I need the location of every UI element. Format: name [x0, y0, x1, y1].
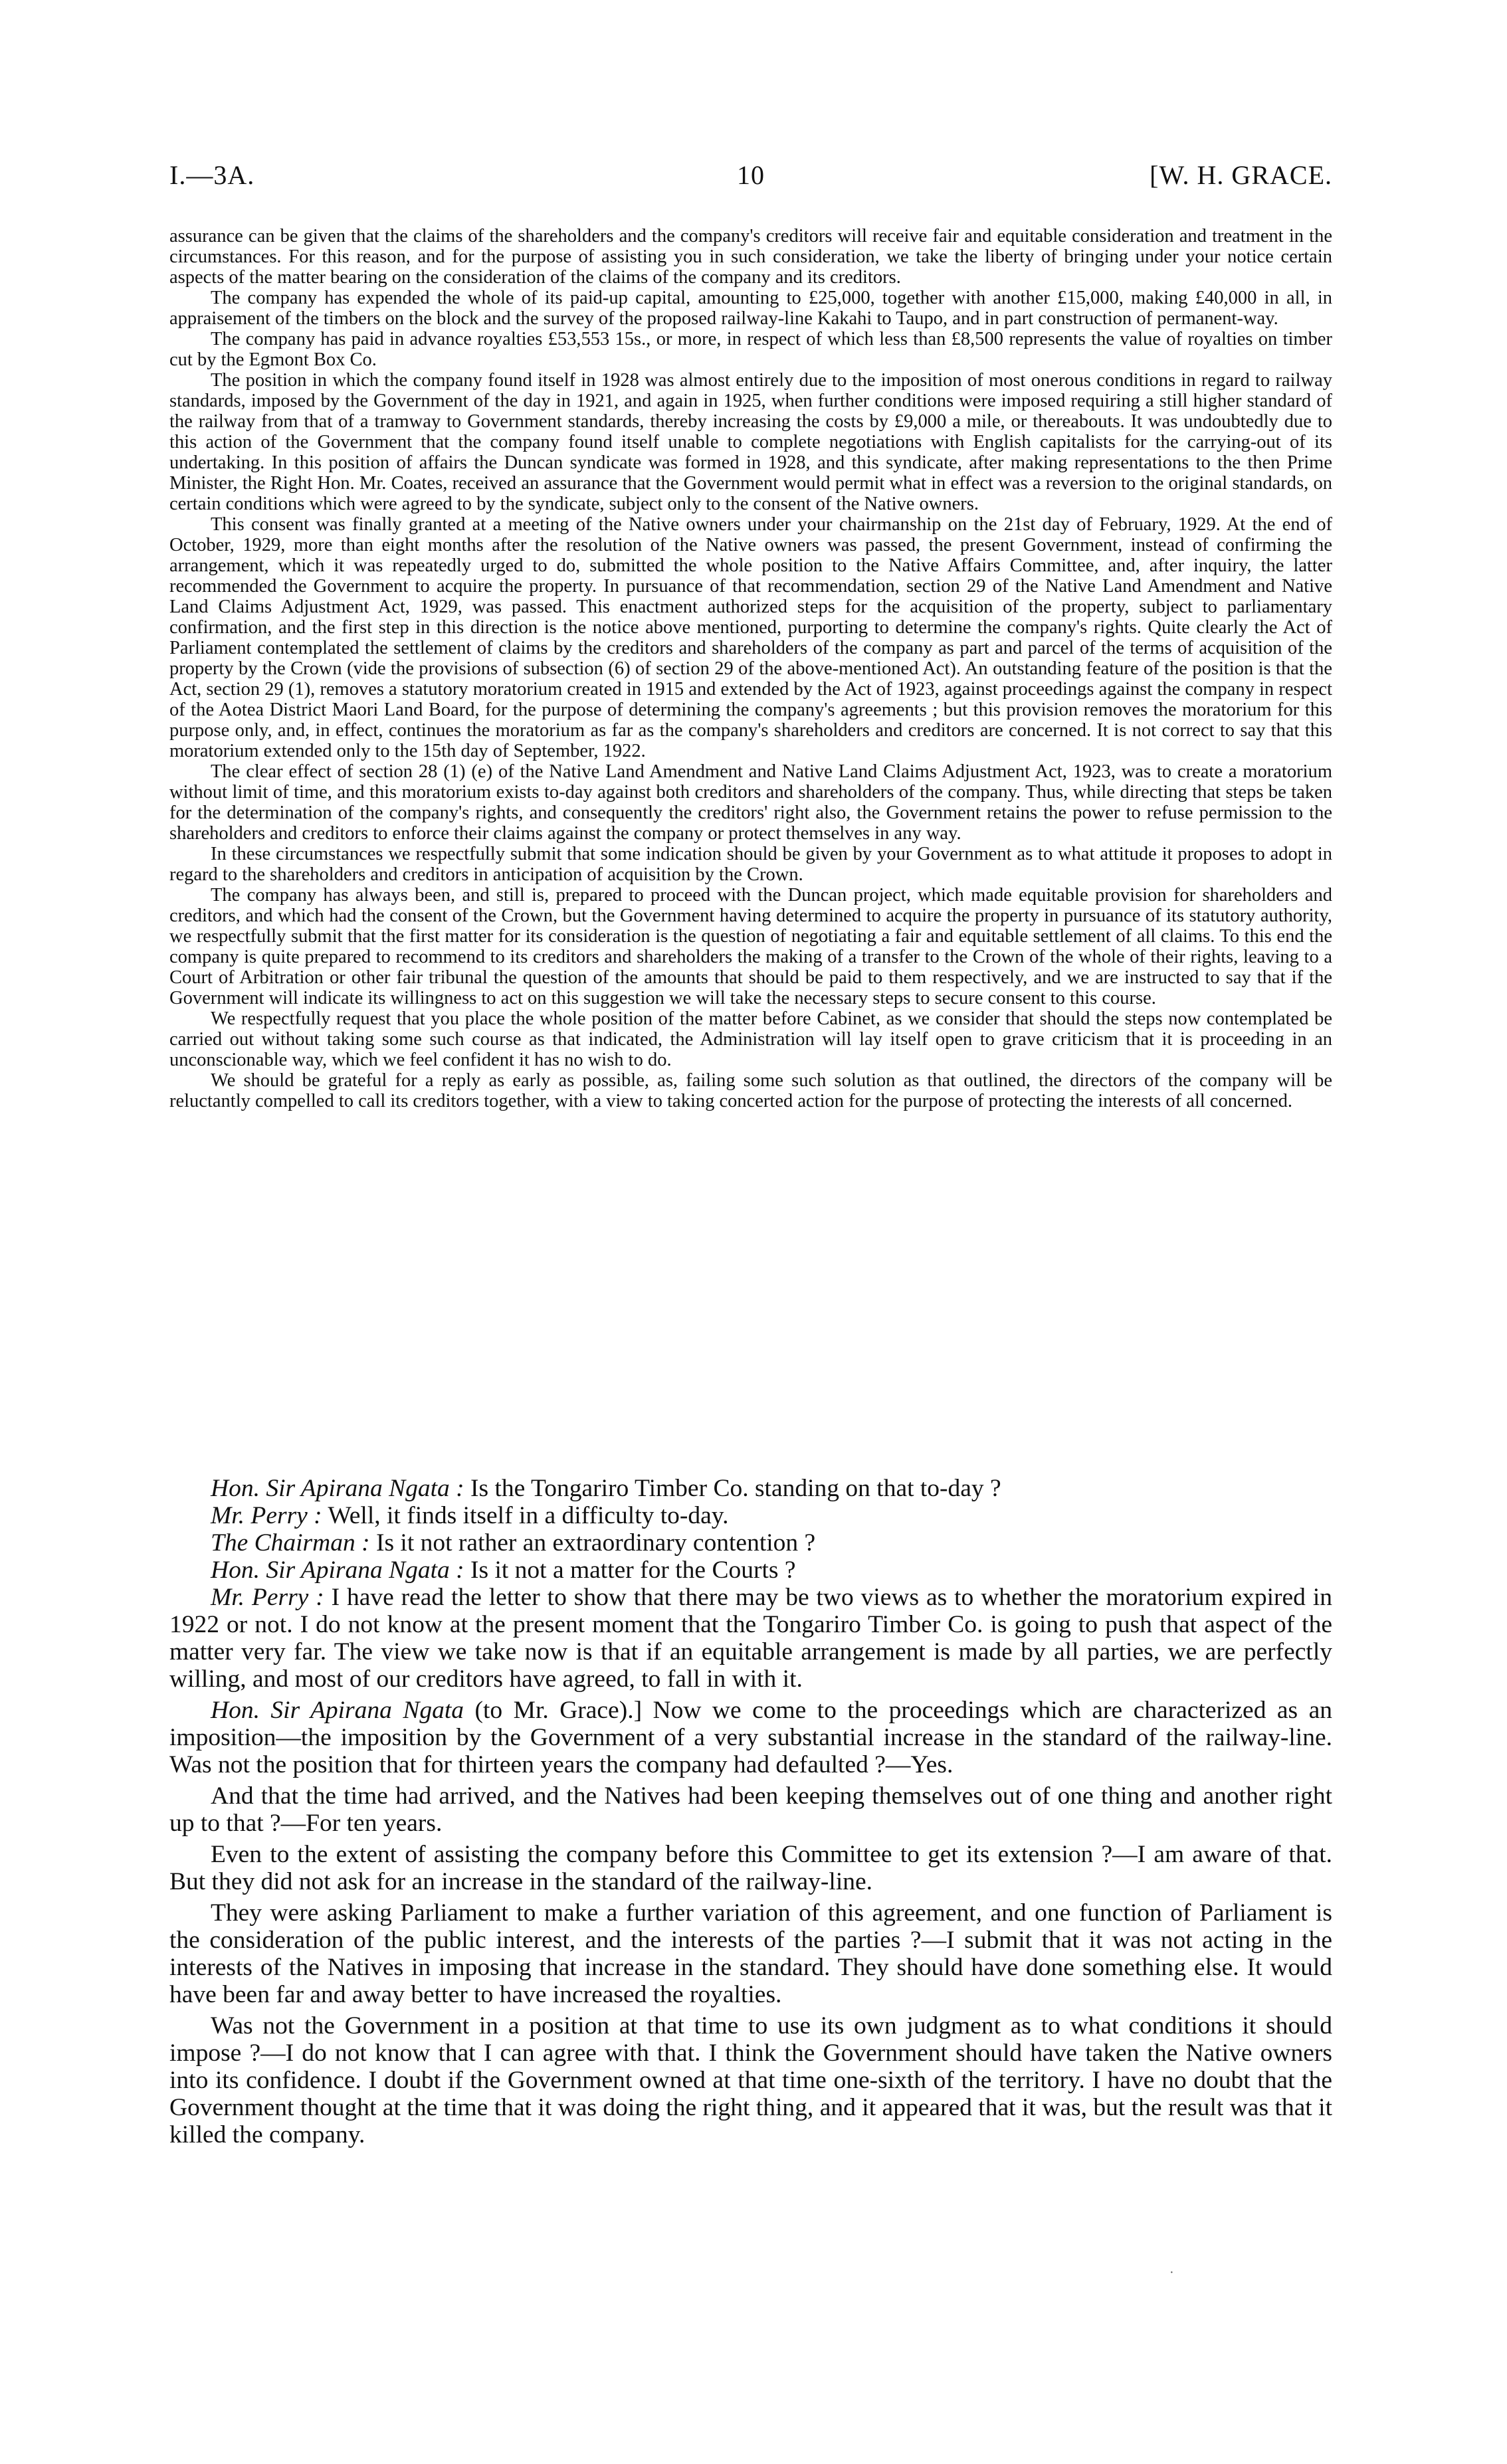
transcript-paragraph	[169, 1502, 1332, 1529]
speaker-label: The Chairman :	[211, 1529, 370, 1557]
transcript-paragraph	[169, 1841, 1332, 1895]
page-number: 10	[737, 160, 765, 190]
transcript-paragraph	[169, 1782, 1332, 1837]
transcript-paragraph	[169, 1475, 1332, 1502]
transcript-paragraph	[169, 2012, 1332, 2148]
letter-paragraph: The clear effect of section 28 (1) (e) of the Native Land Amendment and Native Land Claims Adjustment Act, 1923, was to create a moratorium without limit of time, and this moratorium exists to-day against both creditors and shareholders of the company. Thus, while directing that steps be taken for the determination of the company's rights, and consequently the creditors' right also, the Government retains the power to refuse permission to the shareholders and creditors to enforce their claims against the company or protect themselves in any way.	[169, 761, 1332, 844]
statement-text: Is the Tongariro Timber Co. standing on that to-day ?	[464, 1475, 1001, 1502]
transcript-paragraph	[169, 1697, 1332, 1778]
speaker-label: Mr. Perry :	[211, 1502, 322, 1529]
footer-mark: ·	[1169, 2265, 1174, 2280]
statement-text: I have read the letter to show that there may be two views as to whether the moratorium expired in 1922 or not. I do not know at the present moment that the Tongariro Timber Co. is going to push that aspect of the matter very far. The view we take now is that if an equitable arrangement is made by all parties, we are perfectly willing, and most of our creditors have agreed, to fall in with it.	[169, 1584, 1332, 1693]
transcript-paragraph	[169, 1529, 1332, 1557]
letter-paragraph: This consent was finally granted at a meeting of the Native owners under your chairmanship on the 21st day of February, 1929. At the end of October, 1929, more than eight months after the resolution of the Native owners was passed, the present Government, instead of confirming the arrangement, which it was repeatedly urged to do, submitted the whole position to the Native Affairs Committee, and, after inquiry, the latter recommended the Government to acquire the property. In pursuance of that recommendation, section 29 of the Native Land Amendment and Native Land Claims Adjustment Act, 1929, was passed. This enactment authorized steps for the acquisition of the property, subject to parliamentary confirmation, and the first step in this direction is the notice above mentioned, purporting to determine the company's rights. Quite clearly the Act of Parliament contemplated the settlement of claims by the creditors and shareholders of the company as part and parcel of the terms of acquisition of the property by the Crown (vide the provisions of subsection (6) of section 29 of the above-mentioned Act). An outstanding feature of the position is that the Act, section 29 (1), removes a statutory moratorium created in 1915 and extended by the Act of 1923, against proceedings against the company in respect of the Aotea District Maori Land Board, for the purpose of determining the company's agreements ; but this provision removes the moratorium for this purpose only, and, in effect, continues the moratorium as far as the company's shareholders and creditors are concerned. It is not correct to say that this moratorium extended only to the 15th day of September, 1922.	[169, 514, 1332, 761]
evidence-transcript	[169, 1475, 1332, 2152]
transcript-paragraph	[169, 1584, 1332, 1693]
letter-paragraph: We should be grateful for a reply as early as possible, as, failing some such solution as that outlined, the directors of the company will be reluctantly compelled to call its creditors together, with a view to taking concerted action for the purpose of protecting the interests of all concerned.	[169, 1070, 1332, 1111]
letter-paragraph: The company has paid in advance royalties £53,553 15s., or more, in respect of which less than £8,500 represents the value of royalties on timber cut by the Egmont Box Co.	[169, 329, 1332, 370]
letter-paragraph: The company has always been, and still is, prepared to proceed with the Duncan project, which made equitable provision for shareholders and creditors, and which had the consent of the Crown, but the Government having determined to acquire the property in pursuance of its statutory authority, we respectfully submit that the first matter for its consideration is the question of negotiating a fair and equitable settlement of all claims. To this end the company is quite prepared to recommend to its creditors and shareholders the making of a transfer to the Crown of the whole of their rights, leaving to a Court of Arbitration or other fair tribunal the question of the amounts that should be paid to them respectively, and we are instructed to say that if the Government will indicate its willingness to act on this suggestion we will take the necessary steps to secure consent to this course.	[169, 885, 1332, 1008]
letter-paragraph: The position in which the company found itself in 1928 was almost entirely due to the imposition of most onerous conditions in regard to railway standards, imposed by the Government of the day in 1921, and again in 1925, when further conditions were imposed requiring a still higher standard of the railway from that of a tramway to Government standards, thereby increasing the costs by £9,000 a mile, or thereabouts. It was undoubtedly due to this action of the Government that the company found itself unable to complete negotiations with English capitalists for the carrying-out of its undertaking. In this position of affairs the Duncan syndicate was formed in 1928, and this syndicate, after making representations to the then Prime Minister, the Right Hon. Mr. Coates, received an assurance that the Government would permit what in effect was a reversion to the original standards, on certain conditions which were agreed to by the syndicate, subject only to the consent of the Native owners.	[169, 370, 1332, 514]
transcript-paragraph	[169, 1899, 1332, 2008]
witness-name: [W. H. GRACE.	[1150, 160, 1332, 190]
document-reference: I.—3A.	[169, 160, 255, 190]
running-header	[169, 159, 1332, 199]
speaker-label: Hon. Sir Apirana Ngata :	[211, 1557, 464, 1584]
statement-text: Well, it finds itself in a difficulty to-day.	[322, 1502, 729, 1529]
letter-paragraph: We respectfully request that you place the whole position of the matter before Cabinet, as we consider that should the steps now contemplated be carried out without taking some such course as that indicated, the Administration will lay itself open to grave criticism that it is proceeding in an unconscionable way, which we feel confident it has no wish to do.	[169, 1008, 1332, 1070]
statement-text: (to Mr. Grace).] Now we come to the proceedings which are characterized as an imposition—the imposition by the Government of a very substantial increase in the standard of the railway-line. Was not the position that for thirteen years the company had defaulted ?—Yes.	[169, 1697, 1332, 1778]
speaker-label: Hon. Sir Apirana Ngata	[211, 1697, 464, 1724]
transcript-paragraph	[169, 1557, 1332, 1584]
statement-text: Was not the Government in a position at that time to use its own judgment as to what conditions it should impose ?—I do not know that I can agree with that. I think the Government should have taken the Native owners into its confidence. I doubt if the Government owned at that time one-sixth of the territory. I have no doubt that the Government thought at the time that it was doing the right thing, and it appeared that it was, but the result was that it killed the company.	[169, 2012, 1332, 2148]
letter-paragraph: The company has expended the whole of its paid-up capital, amounting to £25,000, together with another £15,000, making £40,000 in all, in appraisement of the timbers on the block and the survey of the proposed railway-line Kakahi to Taupo, and in part construction of permanent-way.	[169, 288, 1332, 329]
statement-text: Even to the extent of assisting the company before this Committee to get its extension ?—I am aware of that. But they did not ask for an increase in the standard of the railway-line.	[169, 1841, 1332, 1895]
speaker-label: Mr. Perry :	[211, 1584, 324, 1611]
letter-paragraph: In these circumstances we respectfully submit that some indication should be given by your Government as to what attitude it proposes to adopt in regard to the shareholders and creditors in anticipation of acquisition by the Crown.	[169, 844, 1332, 885]
statement-text: They were asking Parliament to make a further variation of this agreement, and one function of Parliament is the consideration of the public interest, and the interests of the parties ?—I submit that it was not acting in the interests of the Natives in imposing that increase in the standard. They should have done something else. It would have been far and away better to have increased the royalties.	[169, 1899, 1332, 2008]
statement-text: Is it not a matter for the Courts ?	[464, 1557, 796, 1584]
letter-paragraph: assurance can be given that the claims of the shareholders and the company's creditors will receive fair and equitable consideration and treatment in the circumstances. For this reason, and for the purpose of assisting you in such consideration, we take the liberty of bringing under your notice certain aspects of the matter bearing on the consideration of the claims of the company and its creditors.	[169, 226, 1332, 288]
statement-text: Is it not rather an extraordinary contention ?	[369, 1529, 816, 1557]
quoted-letter	[169, 226, 1332, 1111]
speaker-label: Hon. Sir Apirana Ngata :	[211, 1475, 464, 1502]
statement-text: And that the time had arrived, and the Natives had been keeping themselves out of one thing and another right up to that ?—For ten years.	[169, 1782, 1332, 1837]
